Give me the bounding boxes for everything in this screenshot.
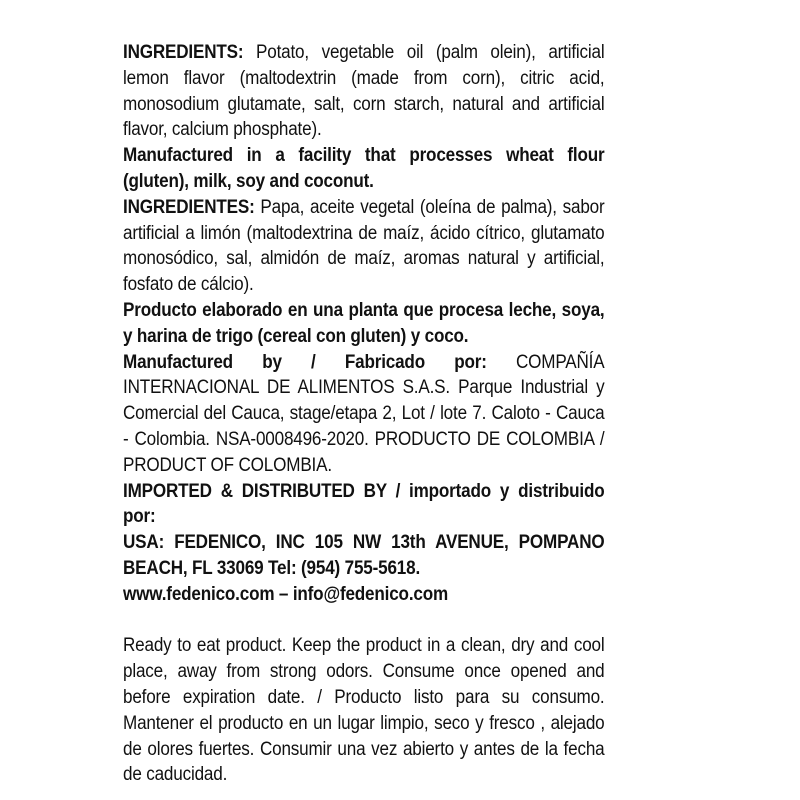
product-label-text xyxy=(123,40,605,788)
allergen-statement-spanish: Producto elaborado en una planta que procesa leche, soya, y harina de trigo (cereal con gluten) y coco. xyxy=(123,299,605,347)
manufacturer-details: COMPAÑÍA INTERNACIONAL DE ALIMENTOS S.A.S. Parque Industrial y Comercial del Cauca, stage/etapa 2, Lot / lote 7. Caloto - Cauca - Colombia. NSA-0008496-2020. PRODUCTO DE COLOMBIA / PRODUCT OF COLOMBIA. xyxy=(123,351,605,476)
ingredients-english xyxy=(123,40,605,143)
ingredientes-list: Papa, aceite vegetal (oleína de palma), sabor artificial a limón (maltodextrina de maíz, ácido cítrico, glutamato monosódico, sal, almidón de maíz, aromas natural y artificial, fosfato de cálcio). xyxy=(123,196,605,296)
importer-heading: IMPORTED & DISTRIBUTED BY / importado y distribuido por: xyxy=(123,480,605,528)
ingredients-list: Potato, vegetable oil (palm olein), artificial lemon flavor (maltodextrin (made from corn), citric acid, monosodium glutamate, salt, corn starch, natural and artificial flavor, calcium phosphate). xyxy=(123,42,605,141)
storage-instructions: Ready to eat product. Keep the product in a clean, dry and cool place, away from strong odors. Consume once opened and before expiration date. / Producto listo para su consumo. Mantener el producto en un lugar limpio, seco y fresco , alejado de olores fuertes. Consumir una vez abierto y antes de la fecha de caducidad. xyxy=(123,635,605,786)
ingredientes-heading: INGREDIENTES: xyxy=(123,196,255,218)
importer-contact: www.fedenico.com – info@fedenico.com xyxy=(123,583,449,605)
ingredients-heading: INGREDIENTS: xyxy=(123,42,244,63)
allergen-statement-english: Manufactured in a facility that processes wheat flour (gluten), milk, soy and coconut. xyxy=(123,145,605,192)
spacer xyxy=(123,608,605,634)
manufacturer-info xyxy=(123,350,605,479)
importer-info xyxy=(123,479,605,608)
importer-address: USA: FEDENICO, INC 105 NW 13th AVENUE, POMPANO BEACH, FL 33069 Tel: (954) 755-5618. xyxy=(123,532,605,579)
ingredients-spanish xyxy=(123,195,605,298)
manufacturer-heading: Manufactured by / Fabricado por: xyxy=(123,351,487,373)
